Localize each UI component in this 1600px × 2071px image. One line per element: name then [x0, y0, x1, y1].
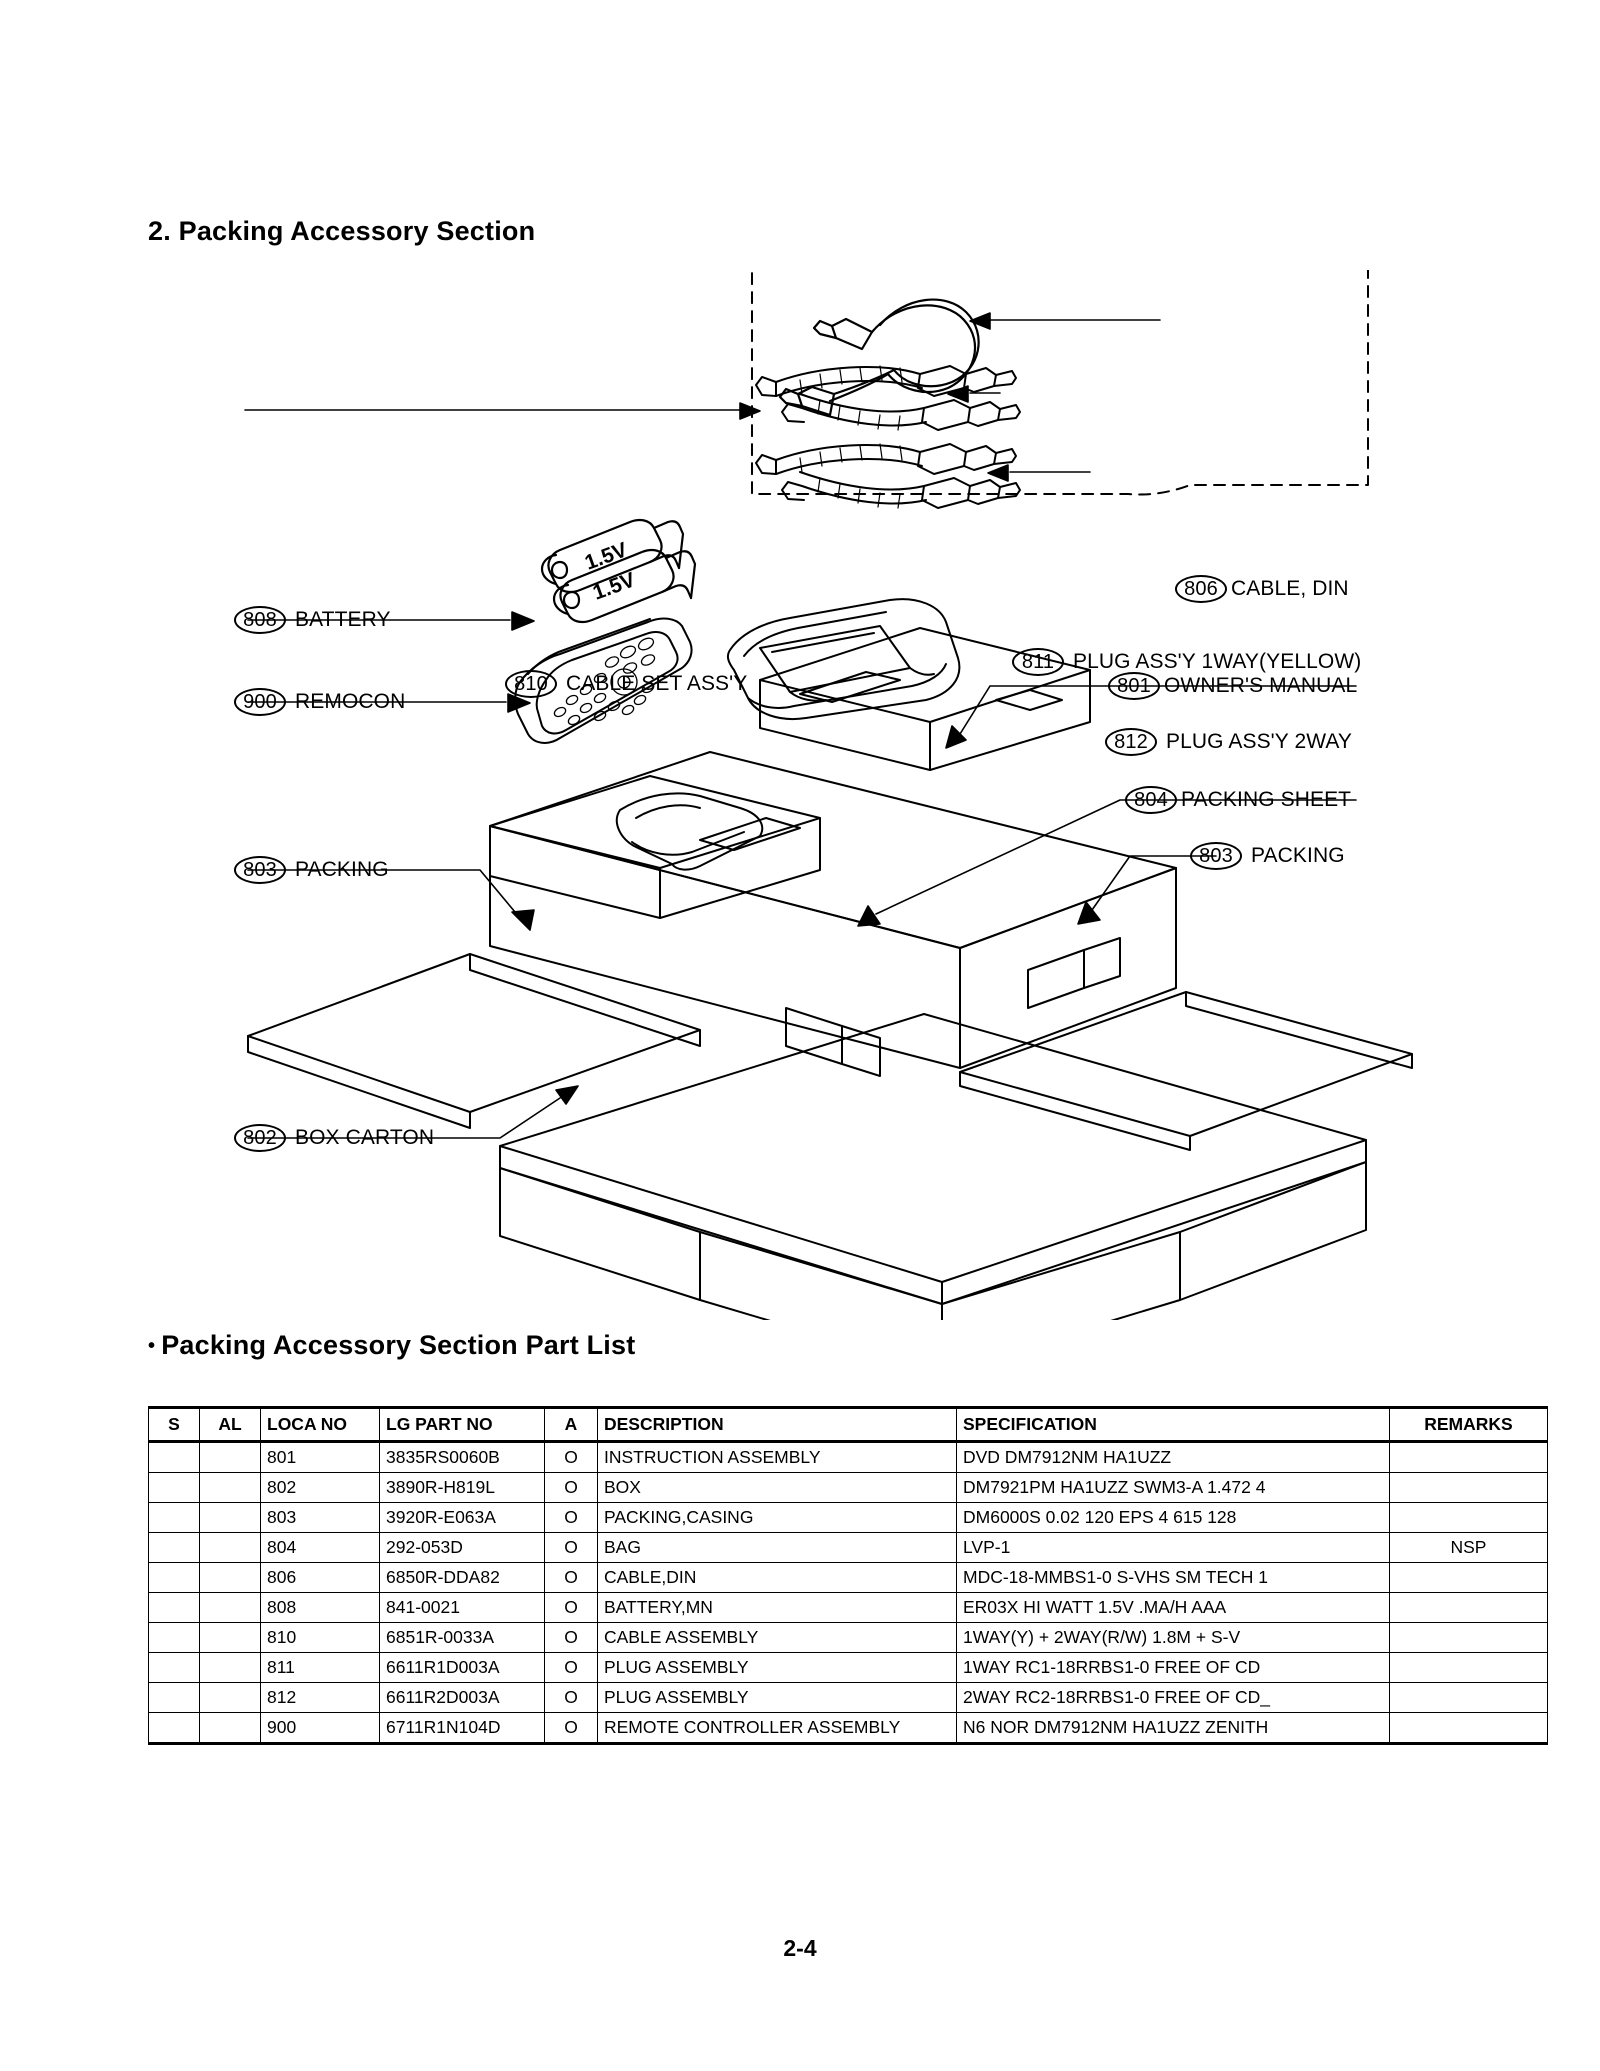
table-row [149, 1623, 1548, 1653]
cell-al [200, 1563, 261, 1593]
cell-description: INSTRUCTION ASSEMBLY [598, 1442, 957, 1473]
table-header [149, 1408, 1548, 1442]
cell-lg-part-no: 6611R1D003A [380, 1653, 545, 1683]
cell-specification: 1WAY(Y) + 2WAY(R/W) 1.8M + S-V [957, 1623, 1390, 1653]
cell-s [149, 1503, 200, 1533]
callout-label: PLUG ASS'Y 2WAY [1166, 730, 1353, 753]
column-header-remarks: REMARKS [1390, 1408, 1548, 1442]
cell-s [149, 1563, 200, 1593]
cell-remarks [1390, 1503, 1548, 1533]
callout-bubble: 804 [1125, 786, 1177, 814]
svg-text:1.5V: 1.5V [581, 538, 631, 575]
cell-a: O [545, 1623, 598, 1653]
cell-description: REMOTE CONTROLLER ASSEMBLY [598, 1713, 957, 1744]
cell-al [200, 1653, 261, 1683]
cell-specification: MDC-18-MMBS1-0 S-VHS SM TECH 1 [957, 1563, 1390, 1593]
cell-remarks: NSP [1390, 1533, 1548, 1563]
cell-loca-no: 801 [261, 1442, 380, 1473]
cell-a: O [545, 1593, 598, 1623]
cell-specification: ER03X HI WATT 1.5V .MA/H AAA [957, 1593, 1390, 1623]
callout-label: PACKING [1251, 844, 1345, 867]
cell-lg-part-no: 292-053D [380, 1533, 545, 1563]
column-header-specification: SPECIFICATION [957, 1408, 1390, 1442]
page-number: 2-4 [783, 1935, 817, 1961]
callout-803-packing-right [1190, 842, 1345, 870]
callout-label: PACKING SHEET [1181, 788, 1352, 811]
callout-bubble: 812 [1105, 728, 1157, 756]
cell-a: O [545, 1473, 598, 1503]
callout-802-box-carton [234, 1124, 434, 1152]
callout-804-packing-sheet [1125, 786, 1351, 814]
table-header-row [149, 1408, 1548, 1442]
cell-al [200, 1593, 261, 1623]
cell-remarks [1390, 1473, 1548, 1503]
table-row [149, 1533, 1548, 1563]
cell-a: O [545, 1653, 598, 1683]
callout-bubble: 810 [505, 670, 557, 698]
cell-al [200, 1442, 261, 1473]
cell-specification: LVP-1 [957, 1533, 1390, 1563]
cell-remarks [1390, 1563, 1548, 1593]
cell-a: O [545, 1442, 598, 1473]
packing-accessory-diagram [0, 270, 1600, 1320]
cell-al [200, 1533, 261, 1563]
cell-lg-part-no: 3835RS0060B [380, 1442, 545, 1473]
callout-label: REMOCON [295, 690, 406, 713]
callout-bubble: 808 [234, 606, 286, 634]
table-row [149, 1713, 1548, 1744]
callout-label: CABLE SET ASS'Y [566, 672, 748, 695]
callout-803-packing-left [234, 856, 389, 884]
cell-s [149, 1713, 200, 1744]
cell-a: O [545, 1533, 598, 1563]
cell-lg-part-no: 3890R-H819L [380, 1473, 545, 1503]
svg-text:1.5V: 1.5V [589, 568, 639, 605]
column-header-s: S [149, 1408, 200, 1442]
cell-description: BOX [598, 1473, 957, 1503]
cell-specification: 2WAY RC2-18RRBS1-0 FREE OF CD_ [957, 1683, 1390, 1713]
cell-specification: 1WAY RC1-18RRBS1-0 FREE OF CD [957, 1653, 1390, 1683]
callout-801-owners-manual [1108, 672, 1357, 700]
parts-list-title-text: Packing Accessory Section Part List [161, 1330, 636, 1360]
cell-loca-no: 810 [261, 1623, 380, 1653]
cell-remarks [1390, 1653, 1548, 1683]
callout-806-cable-din [1175, 575, 1349, 603]
bullet-icon: • [148, 1335, 156, 1357]
cell-remarks [1390, 1713, 1548, 1744]
cell-remarks [1390, 1442, 1548, 1473]
cell-description: CABLE ASSEMBLY [598, 1623, 957, 1653]
cell-lg-part-no: 6711R1N104D [380, 1713, 545, 1744]
cell-specification: DM6000S 0.02 120 EPS 4 615 128 [957, 1503, 1390, 1533]
table-row [149, 1473, 1548, 1503]
callout-810-cable-set-assy [505, 670, 747, 698]
cell-description: PLUG ASSEMBLY [598, 1653, 957, 1683]
callout-label: BOX CARTON [295, 1126, 435, 1149]
exploded-view-illustration [0, 270, 1600, 1320]
table-row [149, 1593, 1548, 1623]
cell-specification: DM7921PM HA1UZZ SWM3-A 1.472 4 [957, 1473, 1390, 1503]
cell-loca-no: 802 [261, 1473, 380, 1503]
cell-description: BAG [598, 1533, 957, 1563]
cell-al [200, 1473, 261, 1503]
callout-bubble: 806 [1175, 575, 1227, 603]
product-packing-drawing [490, 752, 1176, 1076]
battery-drawing [542, 520, 695, 622]
cell-al [200, 1713, 261, 1744]
cell-loca-no: 803 [261, 1503, 380, 1533]
cell-remarks [1390, 1683, 1548, 1713]
callout-bubble: 801 [1108, 672, 1160, 700]
cell-al [200, 1623, 261, 1653]
cell-lg-part-no: 6611R2D003A [380, 1683, 545, 1713]
parts-list-title [148, 1330, 635, 1361]
cell-loca-no: 812 [261, 1683, 380, 1713]
plug-assy-2way-drawing [756, 444, 1020, 508]
callout-bubble: 811 [1012, 648, 1064, 676]
cell-s [149, 1593, 200, 1623]
cell-description: PACKING,CASING [598, 1503, 957, 1533]
battery-voltage-markings [582, 538, 638, 604]
table-row [149, 1503, 1548, 1533]
cell-al [200, 1683, 261, 1713]
cell-loca-no: 900 [261, 1713, 380, 1744]
callout-812-plug-assy-2way [1105, 728, 1352, 756]
cell-s [149, 1623, 200, 1653]
callout-bubble: 803 [1190, 842, 1242, 870]
table-row [149, 1563, 1548, 1593]
column-header-al: AL [200, 1408, 261, 1442]
cell-s [149, 1683, 200, 1713]
callout-808-battery [234, 606, 391, 634]
page-title: 2. Packing Accessory Section [148, 216, 536, 246]
cell-s [149, 1473, 200, 1503]
cell-specification: DVD DM7912NM HA1UZZ [957, 1442, 1390, 1473]
table-row [149, 1442, 1548, 1473]
cell-a: O [545, 1563, 598, 1593]
cell-loca-no: 808 [261, 1593, 380, 1623]
cell-remarks [1390, 1623, 1548, 1653]
callout-label: CABLE, DIN [1231, 577, 1349, 600]
cell-lg-part-no: 6851R-0033A [380, 1623, 545, 1653]
column-header-description: DESCRIPTION [598, 1408, 957, 1442]
cell-remarks [1390, 1593, 1548, 1623]
cell-s [149, 1533, 200, 1563]
cell-loca-no: 806 [261, 1563, 380, 1593]
callout-900-remocon [234, 688, 405, 716]
cell-a: O [545, 1503, 598, 1533]
callout-label: BATTERY [295, 608, 391, 631]
cell-loca-no: 804 [261, 1533, 380, 1563]
parts-list-table [148, 1406, 1548, 1745]
cell-a: O [545, 1713, 598, 1744]
callout-label: PLUG ASS'Y 1WAY(YELLOW) [1073, 650, 1362, 673]
cell-lg-part-no: 3920R-E063A [380, 1503, 545, 1533]
table-row [149, 1683, 1548, 1713]
cell-description: PLUG ASSEMBLY [598, 1683, 957, 1713]
cell-al [200, 1503, 261, 1533]
table-row [149, 1653, 1548, 1683]
column-header-lg-part-no: LG PART NO [380, 1408, 545, 1442]
callout-label: OWNER'S MANUAL [1164, 674, 1358, 697]
cell-description: CABLE,DIN [598, 1563, 957, 1593]
callout-bubble: 802 [234, 1124, 286, 1152]
callout-label: PACKING [295, 858, 389, 881]
cell-s [149, 1442, 200, 1473]
callout-bubble: 900 [234, 688, 286, 716]
leader-lines-cableset [245, 313, 1160, 481]
cell-specification: N6 NOR DM7912NM HA1UZZ ZENITH [957, 1713, 1390, 1744]
cell-a: O [545, 1683, 598, 1713]
cell-description: BATTERY,MN [598, 1593, 957, 1623]
column-header-loca-no: LOCA NO [261, 1408, 380, 1442]
column-header-a: A [545, 1408, 598, 1442]
cell-s [149, 1653, 200, 1683]
cell-lg-part-no: 6850R-DDA82 [380, 1563, 545, 1593]
cell-loca-no: 811 [261, 1653, 380, 1683]
callout-bubble: 803 [234, 856, 286, 884]
table-body [149, 1442, 1548, 1744]
cell-lg-part-no: 841-0021 [380, 1593, 545, 1623]
